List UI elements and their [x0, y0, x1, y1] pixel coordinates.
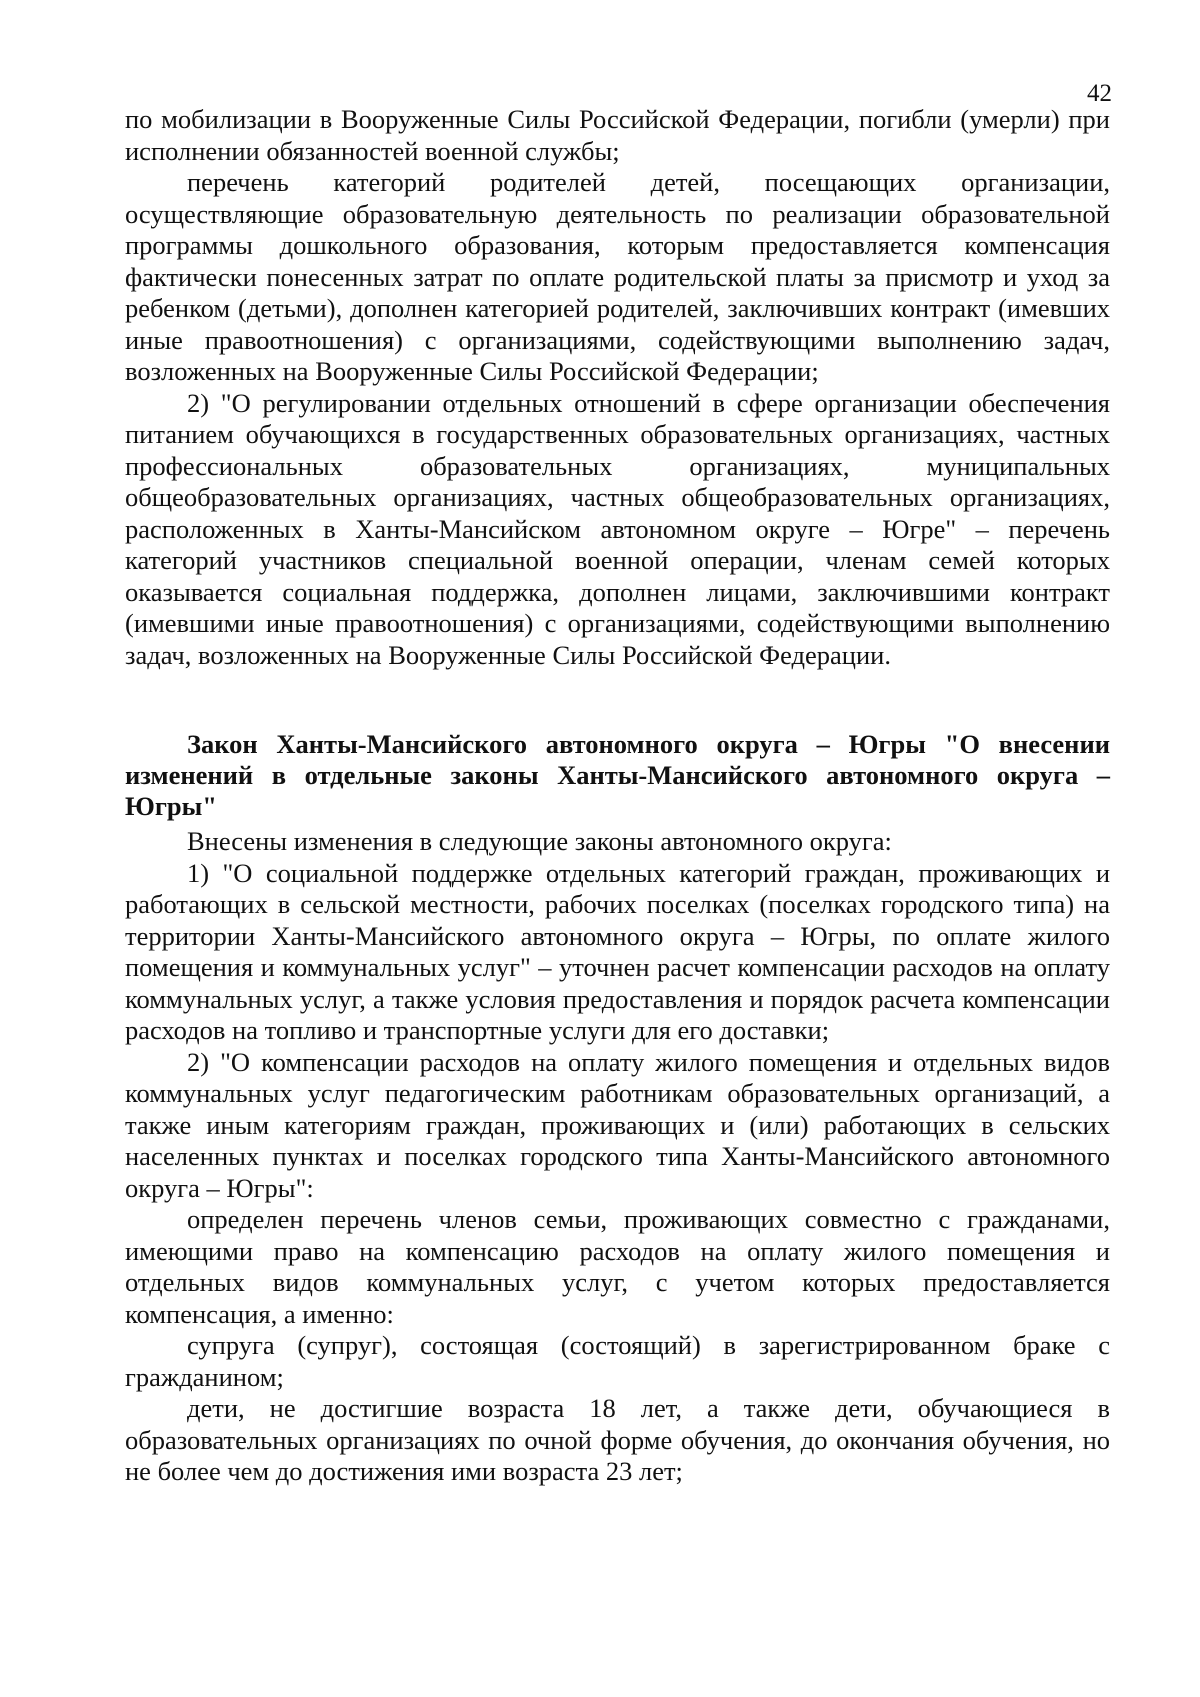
paragraph: супруга (супруг), состоящая (состоящий) в зарегистрированном браке с гражданином; [125, 1330, 1110, 1392]
paragraph: 1) "О социальной поддержке отдельных категорий граждан, проживающих и работающих в сельской местности, рабочих поселках (поселках городского типа) на территории Ханты-Мансийского автономного округа – Югры, по оплате жилого помещения и коммунальных услуг" – уточнен расчет компенсации расходов на оплату коммунальных услуг, а также условия предоставления и порядок расчета компенсации расходов на топливо и транспортные услуги для его доставки; [125, 857, 1110, 1045]
document-body [125, 104, 1110, 1488]
paragraph: дети, не достигшие возраста 18 лет, а также дети, обучающиеся в образовательных организациях по очной форме обучения, до окончания обучения, но не более чем до достижения ими возраста 23 лет; [125, 1393, 1110, 1486]
paragraph: 2) "О компенсации расходов на оплату жилого помещения и отдельных видов коммунальных услуг педагогическим работникам образовательных организаций, а также иным категориям граждан, проживающих и (или) работающих в сельских населенных пунктах и поселках городского типа Ханты-Мансийского автономного округа – Югры": [125, 1046, 1110, 1203]
bottom-section [125, 826, 1110, 1488]
section-heading: Закон Ханты-Мансийского автономного округа – Югры "О внесении изменений в отдельные законы Ханты-Мансийского автономного округа – Югры" [125, 729, 1110, 821]
paragraph: 2) "О регулировании отдельных отношений в сфере организации обеспечения питанием обучающихся в государственных образовательных организациях, частных профессиональных образовательных организациях, муниципальных общеобразовательных организациях, частных общеобразовательных организациях, расположенных в Ханты-Мансийском автономном округе – Югре" – перечень категорий участников специальной военной операции, членам семей которых оказывается социальная поддержка, дополнен лицами, заключившими контракт (имевшими иные правоотношения) с организациями, содействующими выполнению задач, возложенных на Вооруженные Силы Российской Федерации. [125, 387, 1110, 670]
paragraph: по мобилизации в Вооруженные Силы Российской Федерации, погибли (умерли) при исполнении обязанностей военной службы; [125, 104, 1110, 166]
top-section [125, 104, 1110, 671]
paragraph: определен перечень членов семьи, проживающих совместно с гражданами, имеющими право на компенсацию расходов на оплату жилого помещения и отдельных видов коммунальных услуг, с учетом которых предоставляется компенсация, а именно: [125, 1204, 1110, 1329]
paragraph: перечень категорий родителей детей, посещающих организации, осуществляющие образовательную деятельность по реализации образовательной программы дошкольного образования, которым предоставляется компенсация фактически понесенных затрат по оплате родительской платы за присмотр и уход за ребенком (детьми), дополнен категорией родителей, заключивших контракт (имевших иные правоотношения) с организациями, содействующими выполнению задач, возложенных на Вооруженные Силы Российской Федерации; [125, 167, 1110, 386]
paragraph: Внесены изменения в следующие законы автономного округа: [187, 826, 892, 856]
page-number: 42 [1087, 80, 1112, 107]
